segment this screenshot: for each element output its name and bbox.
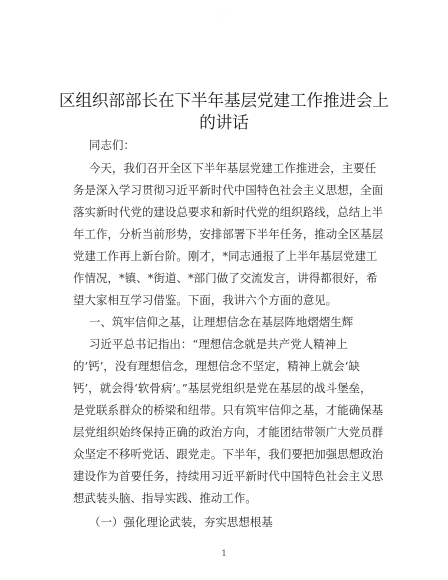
paragraph-2-line-2: 的‘钙’，没有理想信念，理想信念不坚定，精神上就会‘缺 (73, 359, 360, 373)
document-title-line-1: 区组织部部长在下半年基层党建工作推进会上 (59, 91, 389, 110)
paragraph-1-line-6: 作情况，*镇、*街道、*部门做了交流发言，讲得都很好，希 (73, 271, 378, 285)
section-heading-1: 一、筑牢信仰之基，让理想信念在基层阵地熠熠生辉 (89, 315, 354, 329)
subsection-heading-1: （一）强化理论武装，夯实思想根基 (89, 515, 273, 529)
salutation: 同志们： (89, 138, 135, 152)
page-number: 1 (221, 549, 227, 558)
paragraph-1-line-7: 望大家相互学习借鉴。下面，我讲六个方面的意见。 (73, 293, 338, 307)
paragraph-1-line-4: 年工作，分析当前形势，安排部署下半年任务，推动全区基层 (73, 227, 384, 241)
paragraph-2-line-7: 建设作为首要任务，持续用习近平新时代中国特色社会主义思 (73, 469, 384, 483)
paragraph-1-line-2: 务是深入学习贯彻习近平新时代中国特色社会主义思想，全面 (73, 183, 384, 197)
paragraph-2-line-8: 想武装头脑、指导实践、推动工作。 (73, 491, 257, 505)
paragraph-2-line-5: 层党组织始终保持正确的政治方向，才能团结带领广大党员群 (73, 425, 384, 439)
document-title-line-2: 的讲话 (199, 113, 249, 132)
paragraph-2-line-1: 习近平总书记指出：“理想信念就是共产党人精神上 (89, 337, 348, 351)
paragraph-1-line-5: 党建工作再上新台阶。刚才，*同志通报了上半年基层党建工 (73, 249, 378, 263)
paragraph-2-line-3: 钙’，就会得‘软骨病’。”基层党组织是党在基层的战斗堡垒， (73, 381, 372, 395)
paragraph-2-line-4: 是党联系群众的桥梁和纽带。只有筑牢信仰之基，才能确保基 (73, 403, 384, 417)
paragraph-1-line-1: 今天，我们召开全区下半年基层党建工作推进会，主要任 (89, 161, 377, 175)
paragraph-1-line-3: 落实新时代党的建设总要求和新时代党的组织路线，总结上半 (73, 205, 384, 219)
paragraph-2-line-6: 众坚定不移听党话、跟党走。下半年，我们要把加强思想政治 (73, 447, 384, 461)
